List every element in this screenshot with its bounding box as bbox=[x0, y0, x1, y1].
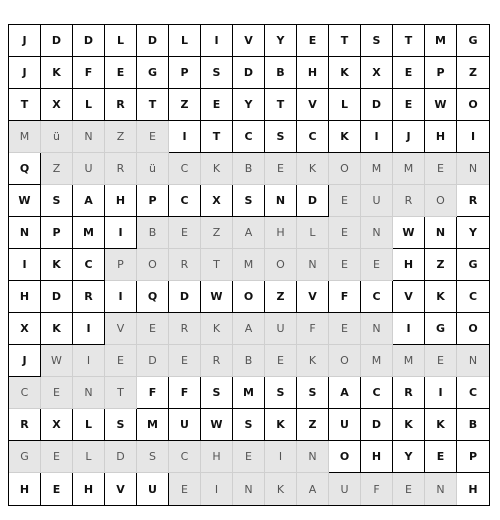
grid-cell-r6-c2[interactable]: M bbox=[73, 217, 105, 249]
grid-cell-r2-c4[interactable]: T bbox=[137, 89, 169, 121]
grid-cell-r5-c3[interactable]: H bbox=[105, 185, 137, 217]
grid-cell-r4-c11[interactable]: M bbox=[361, 153, 393, 185]
grid-cell-r13-c11[interactable]: H bbox=[361, 441, 393, 473]
grid-cell-r4-c13[interactable]: E bbox=[425, 153, 457, 185]
grid-cell-r7-c14[interactable]: G bbox=[457, 249, 489, 281]
grid-cell-r10-c3[interactable]: E bbox=[105, 345, 137, 377]
grid-cell-r14-c3[interactable]: V bbox=[105, 473, 137, 505]
grid-cell-r5-c13[interactable]: O bbox=[425, 185, 457, 217]
grid-cell-r9-c6[interactable]: K bbox=[201, 313, 233, 345]
grid-cell-r1-c1[interactable]: K bbox=[41, 57, 73, 89]
grid-cell-r6-c12[interactable]: W bbox=[393, 217, 425, 249]
grid-cell-r4-c6[interactable]: K bbox=[201, 153, 233, 185]
grid-cell-r14-c6[interactable]: I bbox=[201, 473, 233, 505]
grid-cell-r11-c2[interactable]: N bbox=[73, 377, 105, 409]
grid-cell-r8-c10[interactable]: F bbox=[329, 281, 361, 313]
grid-cell-r1-c2[interactable]: F bbox=[73, 57, 105, 89]
grid-cell-r9-c10[interactable]: E bbox=[329, 313, 361, 345]
grid-cell-r0-c3[interactable]: L bbox=[105, 25, 137, 57]
grid-cell-r8-c4[interactable]: Q bbox=[137, 281, 169, 313]
grid-cell-r5-c1[interactable]: S bbox=[41, 185, 73, 217]
grid-cell-r11-c7[interactable]: M bbox=[233, 377, 265, 409]
grid-cell-r1-c13[interactable]: P bbox=[425, 57, 457, 89]
grid-cell-r3-c1[interactable]: ü bbox=[41, 121, 73, 153]
grid-cell-r5-c14[interactable]: R bbox=[457, 185, 489, 217]
grid-cell-r6-c10[interactable]: E bbox=[329, 217, 361, 249]
grid-cell-r1-c7[interactable]: D bbox=[233, 57, 265, 89]
grid-cell-r11-c12[interactable]: R bbox=[393, 377, 425, 409]
grid-cell-r8-c0[interactable]: H bbox=[9, 281, 41, 313]
grid-cell-r3-c11[interactable]: I bbox=[361, 121, 393, 153]
grid-cell-r10-c4[interactable]: D bbox=[137, 345, 169, 377]
grid-cell-r5-c8[interactable]: N bbox=[265, 185, 297, 217]
grid-cell-r5-c6[interactable]: X bbox=[201, 185, 233, 217]
grid-cell-r7-c13[interactable]: Z bbox=[425, 249, 457, 281]
grid-cell-r7-c2[interactable]: C bbox=[73, 249, 105, 281]
grid-cell-r8-c11[interactable]: C bbox=[361, 281, 393, 313]
grid-cell-r13-c12[interactable]: Y bbox=[393, 441, 425, 473]
grid-cell-r10-c11[interactable]: M bbox=[361, 345, 393, 377]
grid-cell-r2-c6[interactable]: E bbox=[201, 89, 233, 121]
grid-cell-r10-c0[interactable]: J bbox=[9, 345, 41, 377]
grid-cell-r11-c13[interactable]: I bbox=[425, 377, 457, 409]
grid-cell-r9-c11[interactable]: N bbox=[361, 313, 393, 345]
grid-cell-r14-c7[interactable]: N bbox=[233, 473, 265, 505]
grid-cell-r9-c2[interactable]: I bbox=[73, 313, 105, 345]
grid-cell-r13-c7[interactable]: E bbox=[233, 441, 265, 473]
grid-cell-r6-c8[interactable]: H bbox=[265, 217, 297, 249]
grid-cell-r5-c11[interactable]: U bbox=[361, 185, 393, 217]
grid-cell-r5-c7[interactable]: S bbox=[233, 185, 265, 217]
grid-cell-r7-c6[interactable]: T bbox=[201, 249, 233, 281]
grid-cell-r10-c13[interactable]: E bbox=[425, 345, 457, 377]
grid-cell-r5-c5[interactable]: C bbox=[169, 185, 201, 217]
grid-cell-r2-c3[interactable]: R bbox=[105, 89, 137, 121]
grid-cell-r4-c0[interactable]: Q bbox=[9, 153, 41, 185]
grid-cell-r6-c9[interactable]: L bbox=[297, 217, 329, 249]
grid-cell-r7-c7[interactable]: M bbox=[233, 249, 265, 281]
grid-cell-r9-c7[interactable]: A bbox=[233, 313, 265, 345]
grid-cell-r2-c11[interactable]: D bbox=[361, 89, 393, 121]
grid-cell-r13-c14[interactable]: P bbox=[457, 441, 489, 473]
grid-cell-r3-c10[interactable]: K bbox=[329, 121, 361, 153]
grid-cell-r9-c14[interactable]: O bbox=[457, 313, 489, 345]
grid-cell-r0-c0[interactable]: J bbox=[9, 25, 41, 57]
grid-cell-r13-c8[interactable]: I bbox=[265, 441, 297, 473]
grid-cell-r0-c10[interactable]: T bbox=[329, 25, 361, 57]
grid-cell-r11-c3[interactable]: T bbox=[105, 377, 137, 409]
grid-cell-r11-c14[interactable]: C bbox=[457, 377, 489, 409]
grid-cell-r8-c7[interactable]: O bbox=[233, 281, 265, 313]
grid-cell-r2-c10[interactable]: L bbox=[329, 89, 361, 121]
grid-cell-r13-c0[interactable]: G bbox=[9, 441, 41, 473]
grid-cell-r2-c1[interactable]: X bbox=[41, 89, 73, 121]
grid-cell-r0-c1[interactable]: D bbox=[41, 25, 73, 57]
grid-cell-r0-c14[interactable]: G bbox=[457, 25, 489, 57]
grid-cell-r12-c3[interactable]: S bbox=[105, 409, 137, 441]
grid-cell-r3-c9[interactable]: C bbox=[297, 121, 329, 153]
grid-cell-r8-c9[interactable]: V bbox=[297, 281, 329, 313]
grid-cell-r4-c10[interactable]: O bbox=[329, 153, 361, 185]
grid-cell-r11-c4[interactable]: F bbox=[137, 377, 169, 409]
grid-cell-r11-c1[interactable]: E bbox=[41, 377, 73, 409]
grid-cell-r14-c14[interactable]: H bbox=[457, 473, 489, 505]
grid-cell-r9-c1[interactable]: K bbox=[41, 313, 73, 345]
grid-cell-r8-c2[interactable]: R bbox=[73, 281, 105, 313]
grid-cell-r3-c7[interactable]: C bbox=[233, 121, 265, 153]
grid-cell-r5-c12[interactable]: R bbox=[393, 185, 425, 217]
grid-cell-r1-c5[interactable]: P bbox=[169, 57, 201, 89]
grid-cell-r2-c13[interactable]: W bbox=[425, 89, 457, 121]
grid-cell-r0-c8[interactable]: Y bbox=[265, 25, 297, 57]
grid-cell-r13-c10[interactable]: O bbox=[329, 441, 361, 473]
grid-cell-r8-c5[interactable]: D bbox=[169, 281, 201, 313]
grid-cell-r14-c2[interactable]: H bbox=[73, 473, 105, 505]
grid-cell-r1-c0[interactable]: J bbox=[9, 57, 41, 89]
grid-cell-r12-c10[interactable]: U bbox=[329, 409, 361, 441]
grid-cell-r9-c5[interactable]: R bbox=[169, 313, 201, 345]
grid-cell-r10-c9[interactable]: K bbox=[297, 345, 329, 377]
grid-cell-r11-c11[interactable]: C bbox=[361, 377, 393, 409]
grid-cell-r0-c4[interactable]: D bbox=[137, 25, 169, 57]
grid-cell-r14-c4[interactable]: U bbox=[137, 473, 169, 505]
grid-cell-r7-c11[interactable]: E bbox=[361, 249, 393, 281]
grid-cell-r7-c5[interactable]: R bbox=[169, 249, 201, 281]
grid-cell-r12-c9[interactable]: Z bbox=[297, 409, 329, 441]
grid-cell-r3-c6[interactable]: T bbox=[201, 121, 233, 153]
grid-cell-r4-c12[interactable]: M bbox=[393, 153, 425, 185]
grid-cell-r10-c10[interactable]: O bbox=[329, 345, 361, 377]
grid-cell-r3-c13[interactable]: H bbox=[425, 121, 457, 153]
grid-cell-r6-c13[interactable]: N bbox=[425, 217, 457, 249]
grid-cell-r4-c7[interactable]: B bbox=[233, 153, 265, 185]
grid-cell-r5-c2[interactable]: A bbox=[73, 185, 105, 217]
grid-cell-r12-c5[interactable]: U bbox=[169, 409, 201, 441]
grid-cell-r8-c6[interactable]: W bbox=[201, 281, 233, 313]
grid-cell-r14-c1[interactable]: E bbox=[41, 473, 73, 505]
grid-cell-r7-c12[interactable]: H bbox=[393, 249, 425, 281]
grid-cell-r5-c9[interactable]: D bbox=[297, 185, 329, 217]
grid-cell-r10-c7[interactable]: B bbox=[233, 345, 265, 377]
grid-cell-r6-c1[interactable]: P bbox=[41, 217, 73, 249]
grid-cell-r12-c14[interactable]: B bbox=[457, 409, 489, 441]
grid-cell-r10-c12[interactable]: M bbox=[393, 345, 425, 377]
grid-cell-r14-c11[interactable]: F bbox=[361, 473, 393, 505]
grid-cell-r14-c9[interactable]: A bbox=[297, 473, 329, 505]
grid-cell-r3-c2[interactable]: N bbox=[73, 121, 105, 153]
grid-cell-r13-c1[interactable]: E bbox=[41, 441, 73, 473]
grid-cell-r7-c4[interactable]: O bbox=[137, 249, 169, 281]
grid-cell-r13-c13[interactable]: E bbox=[425, 441, 457, 473]
grid-cell-r14-c8[interactable]: K bbox=[265, 473, 297, 505]
grid-cell-r10-c1[interactable]: W bbox=[41, 345, 73, 377]
grid-cell-r1-c8[interactable]: B bbox=[265, 57, 297, 89]
grid-cell-r1-c10[interactable]: K bbox=[329, 57, 361, 89]
grid-cell-r5-c10[interactable]: E bbox=[329, 185, 361, 217]
grid-cell-r12-c6[interactable]: W bbox=[201, 409, 233, 441]
grid-cell-r10-c6[interactable]: R bbox=[201, 345, 233, 377]
grid-cell-r9-c13[interactable]: G bbox=[425, 313, 457, 345]
grid-cell-r13-c6[interactable]: H bbox=[201, 441, 233, 473]
grid-cell-r3-c4[interactable]: E bbox=[137, 121, 169, 153]
grid-cell-r13-c4[interactable]: S bbox=[137, 441, 169, 473]
grid-cell-r11-c8[interactable]: S bbox=[265, 377, 297, 409]
word-search-grid bbox=[8, 24, 490, 506]
grid-cell-r9-c9[interactable]: F bbox=[297, 313, 329, 345]
grid-cell-r14-c12[interactable]: E bbox=[393, 473, 425, 505]
grid-cell-r9-c0[interactable]: X bbox=[9, 313, 41, 345]
grid-cell-r6-c6[interactable]: Z bbox=[201, 217, 233, 249]
grid-cell-r4-c14[interactable]: N bbox=[457, 153, 489, 185]
grid-cell-r1-c14[interactable]: Z bbox=[457, 57, 489, 89]
grid-cell-r12-c13[interactable]: K bbox=[425, 409, 457, 441]
grid-cell-r1-c11[interactable]: X bbox=[361, 57, 393, 89]
grid-cell-r6-c11[interactable]: N bbox=[361, 217, 393, 249]
grid-cell-r3-c14[interactable]: I bbox=[457, 121, 489, 153]
grid-cell-r5-c4[interactable]: P bbox=[137, 185, 169, 217]
grid-cell-r10-c5[interactable]: E bbox=[169, 345, 201, 377]
grid-cell-r11-c0[interactable]: C bbox=[9, 377, 41, 409]
grid-cell-r1-c9[interactable]: H bbox=[297, 57, 329, 89]
grid-cell-r4-c5[interactable]: C bbox=[169, 153, 201, 185]
grid-cell-r5-c0[interactable]: W bbox=[9, 185, 41, 217]
grid-cell-r0-c5[interactable]: L bbox=[169, 25, 201, 57]
grid-cell-r12-c8[interactable]: K bbox=[265, 409, 297, 441]
grid-cell-r4-c3[interactable]: R bbox=[105, 153, 137, 185]
grid-cell-r3-c8[interactable]: S bbox=[265, 121, 297, 153]
grid-cell-r1-c4[interactable]: G bbox=[137, 57, 169, 89]
grid-cell-r2-c0[interactable]: T bbox=[9, 89, 41, 121]
grid-cell-r8-c14[interactable]: C bbox=[457, 281, 489, 313]
grid-cell-r2-c7[interactable]: Y bbox=[233, 89, 265, 121]
grid-cell-r9-c8[interactable]: U bbox=[265, 313, 297, 345]
grid-cell-r7-c10[interactable]: E bbox=[329, 249, 361, 281]
grid-cell-r13-c9[interactable]: N bbox=[297, 441, 329, 473]
grid-cell-r8-c1[interactable]: D bbox=[41, 281, 73, 313]
grid-cell-r9-c3[interactable]: V bbox=[105, 313, 137, 345]
grid-cell-r3-c0[interactable]: M bbox=[9, 121, 41, 153]
grid-cell-r12-c1[interactable]: X bbox=[41, 409, 73, 441]
grid-cell-r2-c14[interactable]: O bbox=[457, 89, 489, 121]
grid-cell-r12-c2[interactable]: L bbox=[73, 409, 105, 441]
grid-cell-r12-c0[interactable]: R bbox=[9, 409, 41, 441]
grid-cell-r10-c8[interactable]: E bbox=[265, 345, 297, 377]
grid-cell-r6-c5[interactable]: E bbox=[169, 217, 201, 249]
grid-cell-r12-c11[interactable]: D bbox=[361, 409, 393, 441]
grid-cell-r9-c12[interactable]: I bbox=[393, 313, 425, 345]
grid-cell-r1-c3[interactable]: E bbox=[105, 57, 137, 89]
grid-cell-r13-c3[interactable]: D bbox=[105, 441, 137, 473]
grid-cell-r11-c5[interactable]: F bbox=[169, 377, 201, 409]
grid-cell-r3-c5[interactable]: I bbox=[169, 121, 201, 153]
grid-cell-r0-c6[interactable]: I bbox=[201, 25, 233, 57]
grid-cell-r13-c5[interactable]: C bbox=[169, 441, 201, 473]
grid-cell-r6-c3[interactable]: I bbox=[105, 217, 137, 249]
grid-cell-r11-c10[interactable]: A bbox=[329, 377, 361, 409]
grid-cell-r3-c3[interactable]: Z bbox=[105, 121, 137, 153]
grid-cell-r2-c5[interactable]: Z bbox=[169, 89, 201, 121]
grid-cell-r8-c8[interactable]: Z bbox=[265, 281, 297, 313]
grid-cell-r0-c12[interactable]: T bbox=[393, 25, 425, 57]
grid-cell-r7-c8[interactable]: O bbox=[265, 249, 297, 281]
grid-cell-r7-c0[interactable]: I bbox=[9, 249, 41, 281]
grid-cell-r2-c2[interactable]: L bbox=[73, 89, 105, 121]
grid-cell-r4-c2[interactable]: U bbox=[73, 153, 105, 185]
grid-cell-r14-c13[interactable]: N bbox=[425, 473, 457, 505]
grid-cell-r14-c0[interactable]: H bbox=[9, 473, 41, 505]
grid-cell-r6-c14[interactable]: Y bbox=[457, 217, 489, 249]
grid-cell-r6-c4[interactable]: B bbox=[137, 217, 169, 249]
grid-cell-r0-c7[interactable]: V bbox=[233, 25, 265, 57]
grid-cell-r13-c2[interactable]: L bbox=[73, 441, 105, 473]
grid-cell-r11-c6[interactable]: S bbox=[201, 377, 233, 409]
grid-cell-r2-c9[interactable]: V bbox=[297, 89, 329, 121]
grid-cell-r11-c9[interactable]: S bbox=[297, 377, 329, 409]
grid-cell-r14-c5[interactable]: E bbox=[169, 473, 201, 505]
grid-cell-r8-c12[interactable]: V bbox=[393, 281, 425, 313]
grid-cell-r1-c6[interactable]: S bbox=[201, 57, 233, 89]
grid-cell-r14-c10[interactable]: U bbox=[329, 473, 361, 505]
grid-cell-r8-c13[interactable]: K bbox=[425, 281, 457, 313]
grid-cell-r12-c12[interactable]: K bbox=[393, 409, 425, 441]
grid-cell-r4-c4[interactable]: ü bbox=[137, 153, 169, 185]
grid-cell-r0-c9[interactable]: E bbox=[297, 25, 329, 57]
grid-cell-r4-c8[interactable]: E bbox=[265, 153, 297, 185]
grid-cell-r2-c8[interactable]: T bbox=[265, 89, 297, 121]
grid-cell-r4-c9[interactable]: K bbox=[297, 153, 329, 185]
grid-cell-r0-c2[interactable]: D bbox=[73, 25, 105, 57]
grid-cell-r10-c2[interactable]: I bbox=[73, 345, 105, 377]
grid-cell-r12-c4[interactable]: M bbox=[137, 409, 169, 441]
grid-cell-r6-c7[interactable]: A bbox=[233, 217, 265, 249]
grid-cell-r0-c13[interactable]: M bbox=[425, 25, 457, 57]
grid-cell-r7-c3[interactable]: P bbox=[105, 249, 137, 281]
grid-cell-r2-c12[interactable]: E bbox=[393, 89, 425, 121]
grid-cell-r0-c11[interactable]: S bbox=[361, 25, 393, 57]
grid-cell-r12-c7[interactable]: S bbox=[233, 409, 265, 441]
grid-cell-r3-c12[interactable]: J bbox=[393, 121, 425, 153]
grid-cell-r1-c12[interactable]: E bbox=[393, 57, 425, 89]
grid-cell-r4-c1[interactable]: Z bbox=[41, 153, 73, 185]
grid-cell-r7-c1[interactable]: K bbox=[41, 249, 73, 281]
grid-cell-r8-c3[interactable]: I bbox=[105, 281, 137, 313]
grid-cell-r10-c14[interactable]: N bbox=[457, 345, 489, 377]
grid-cell-r7-c9[interactable]: N bbox=[297, 249, 329, 281]
grid-cell-r6-c0[interactable]: N bbox=[9, 217, 41, 249]
grid-cell-r9-c4[interactable]: E bbox=[137, 313, 169, 345]
